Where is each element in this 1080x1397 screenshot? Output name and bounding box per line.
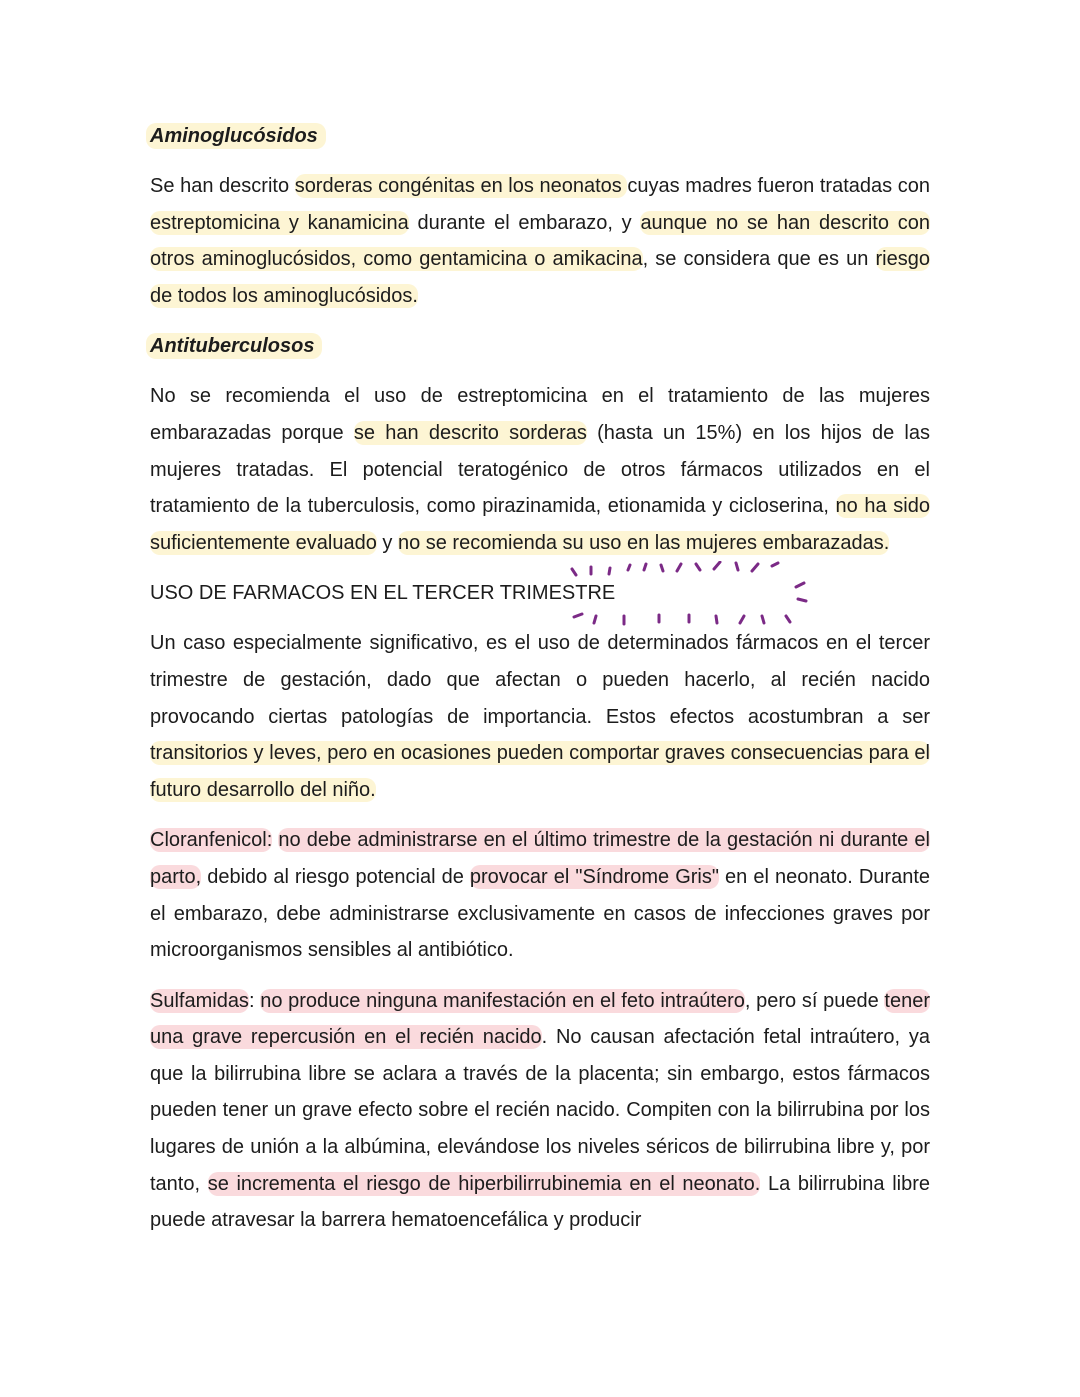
heading-antituberculosos: Antituberculosos	[150, 328, 930, 364]
highlight-term: Cloranfenicol:	[150, 829, 273, 852]
highlight: no produce ninguna manifestación en el feto intraútero	[260, 989, 745, 1012]
highlight: provocar el "Síndrome Gris"	[469, 865, 719, 888]
highlight: riesgo de todos los aminoglucósidos.	[150, 248, 930, 307]
highlight: no se recomienda su uso en las mujeres embarazadas.	[397, 531, 890, 554]
paragraph-aminoglucosidos: Se han descrito sorderas congénitas en los neonatos cuyas madres fueron tratadas con estreptomicina y kanamicina durante el embarazo, y aunque no se han descrito con otros aminoglucósidos, como gentamicina o amikacina, se considera que es un riesgo de todos los aminoglucósidos.	[150, 175, 930, 307]
highlight: se han descrito sorderas	[353, 421, 587, 444]
highlight: no debe administrarse en el último trimestre de la gestación ni durante el parto,	[150, 829, 930, 888]
highlight: estreptomicina y kanamicina	[150, 211, 409, 234]
highlight: transitorios y leves, pero en ocasiones pueden comportar graves consecuencias para el futuro desarrollo del niño.	[150, 742, 930, 801]
highlight: tener una grave repercusión en el recién nacido	[150, 989, 930, 1049]
highlight: aunque no se han descrito con otros aminoglucósidos, como gentamicina o amikacina	[150, 211, 930, 271]
section-title-tercer-trimestre: USO DE FARMACOS EN EL TERCER TRIMESTRE	[150, 575, 930, 611]
paragraph-tercer-trimestre: Un caso especialmente significativo, es el uso de determinados fármacos en el tercer trimestre de gestación, dado que afectan o pueden hacerlo, al recién nacido provocando ciertas patologías de importancia. Estos efectos acostumbran a ser transitorios y leves, pero en ocasiones pueden comportar graves consecuencias para el futuro desarrollo del niño.	[150, 632, 930, 801]
paragraph-cloranfenicol: Cloranfenicol: no debe administrarse en el último trimestre de la gestación ni durante el parto, debido al riesgo potencial de provocar el "Síndrome Gris" en el neonato. Durante el embarazo, debe administrarse exclusivamente en casos de infecciones graves por microorganismos sensibles al antibiótico.	[150, 829, 931, 962]
highlight-term: Sulfamidas	[150, 989, 249, 1012]
document-page	[150, 118, 930, 1253]
paragraph-antituberculosos: No se recomienda el uso de estreptomicina en el tratamiento de las mujeres embarazadas porque se han descrito sorderas (hasta un 15%) en los hijos de las mujeres tratadas. El potencial teratogénico de otros fármacos utilizados en el tratamiento de la tuberculosis, como pirazinamida, etionamida y cicloserina, no ha sido suficientemente evaluado y no se recomienda su uso en las mujeres embarazadas.	[150, 385, 930, 554]
highlight: se incrementa el riesgo de hiperbilirrubinemia en el neonato.	[207, 1172, 761, 1195]
highlight: sorderas congénitas en los neonatos	[294, 175, 628, 197]
section-title-emphasis: TERCER TRIMESTRE	[412, 582, 616, 605]
paragraph-sulfamidas: Sulfamidas: no produce ninguna manifestación en el feto intraútero, pero sí puede tener una grave repercusión en el recién nacido. No causan afectación fetal intraútero, ya que la bilirrubina libre se aclara a través de la placenta; sin embargo, estos fármacos pueden tener un grave efecto sobre el recién nacido. Compiten con la bilirrubina por los lugares de unión a la albúmina, elevándose los niveles séricos de bilirrubina libre y, por tanto, se incrementa el riesgo de hiperbilirrubinemia en el neonato. La bilirrubina libre puede atravesar la barrera hematoencefálica y producir	[150, 989, 930, 1232]
heading-aminoglucosidos: Aminoglucósidos	[150, 118, 930, 154]
highlight: no ha sido suficientemente evaluado	[150, 495, 930, 554]
